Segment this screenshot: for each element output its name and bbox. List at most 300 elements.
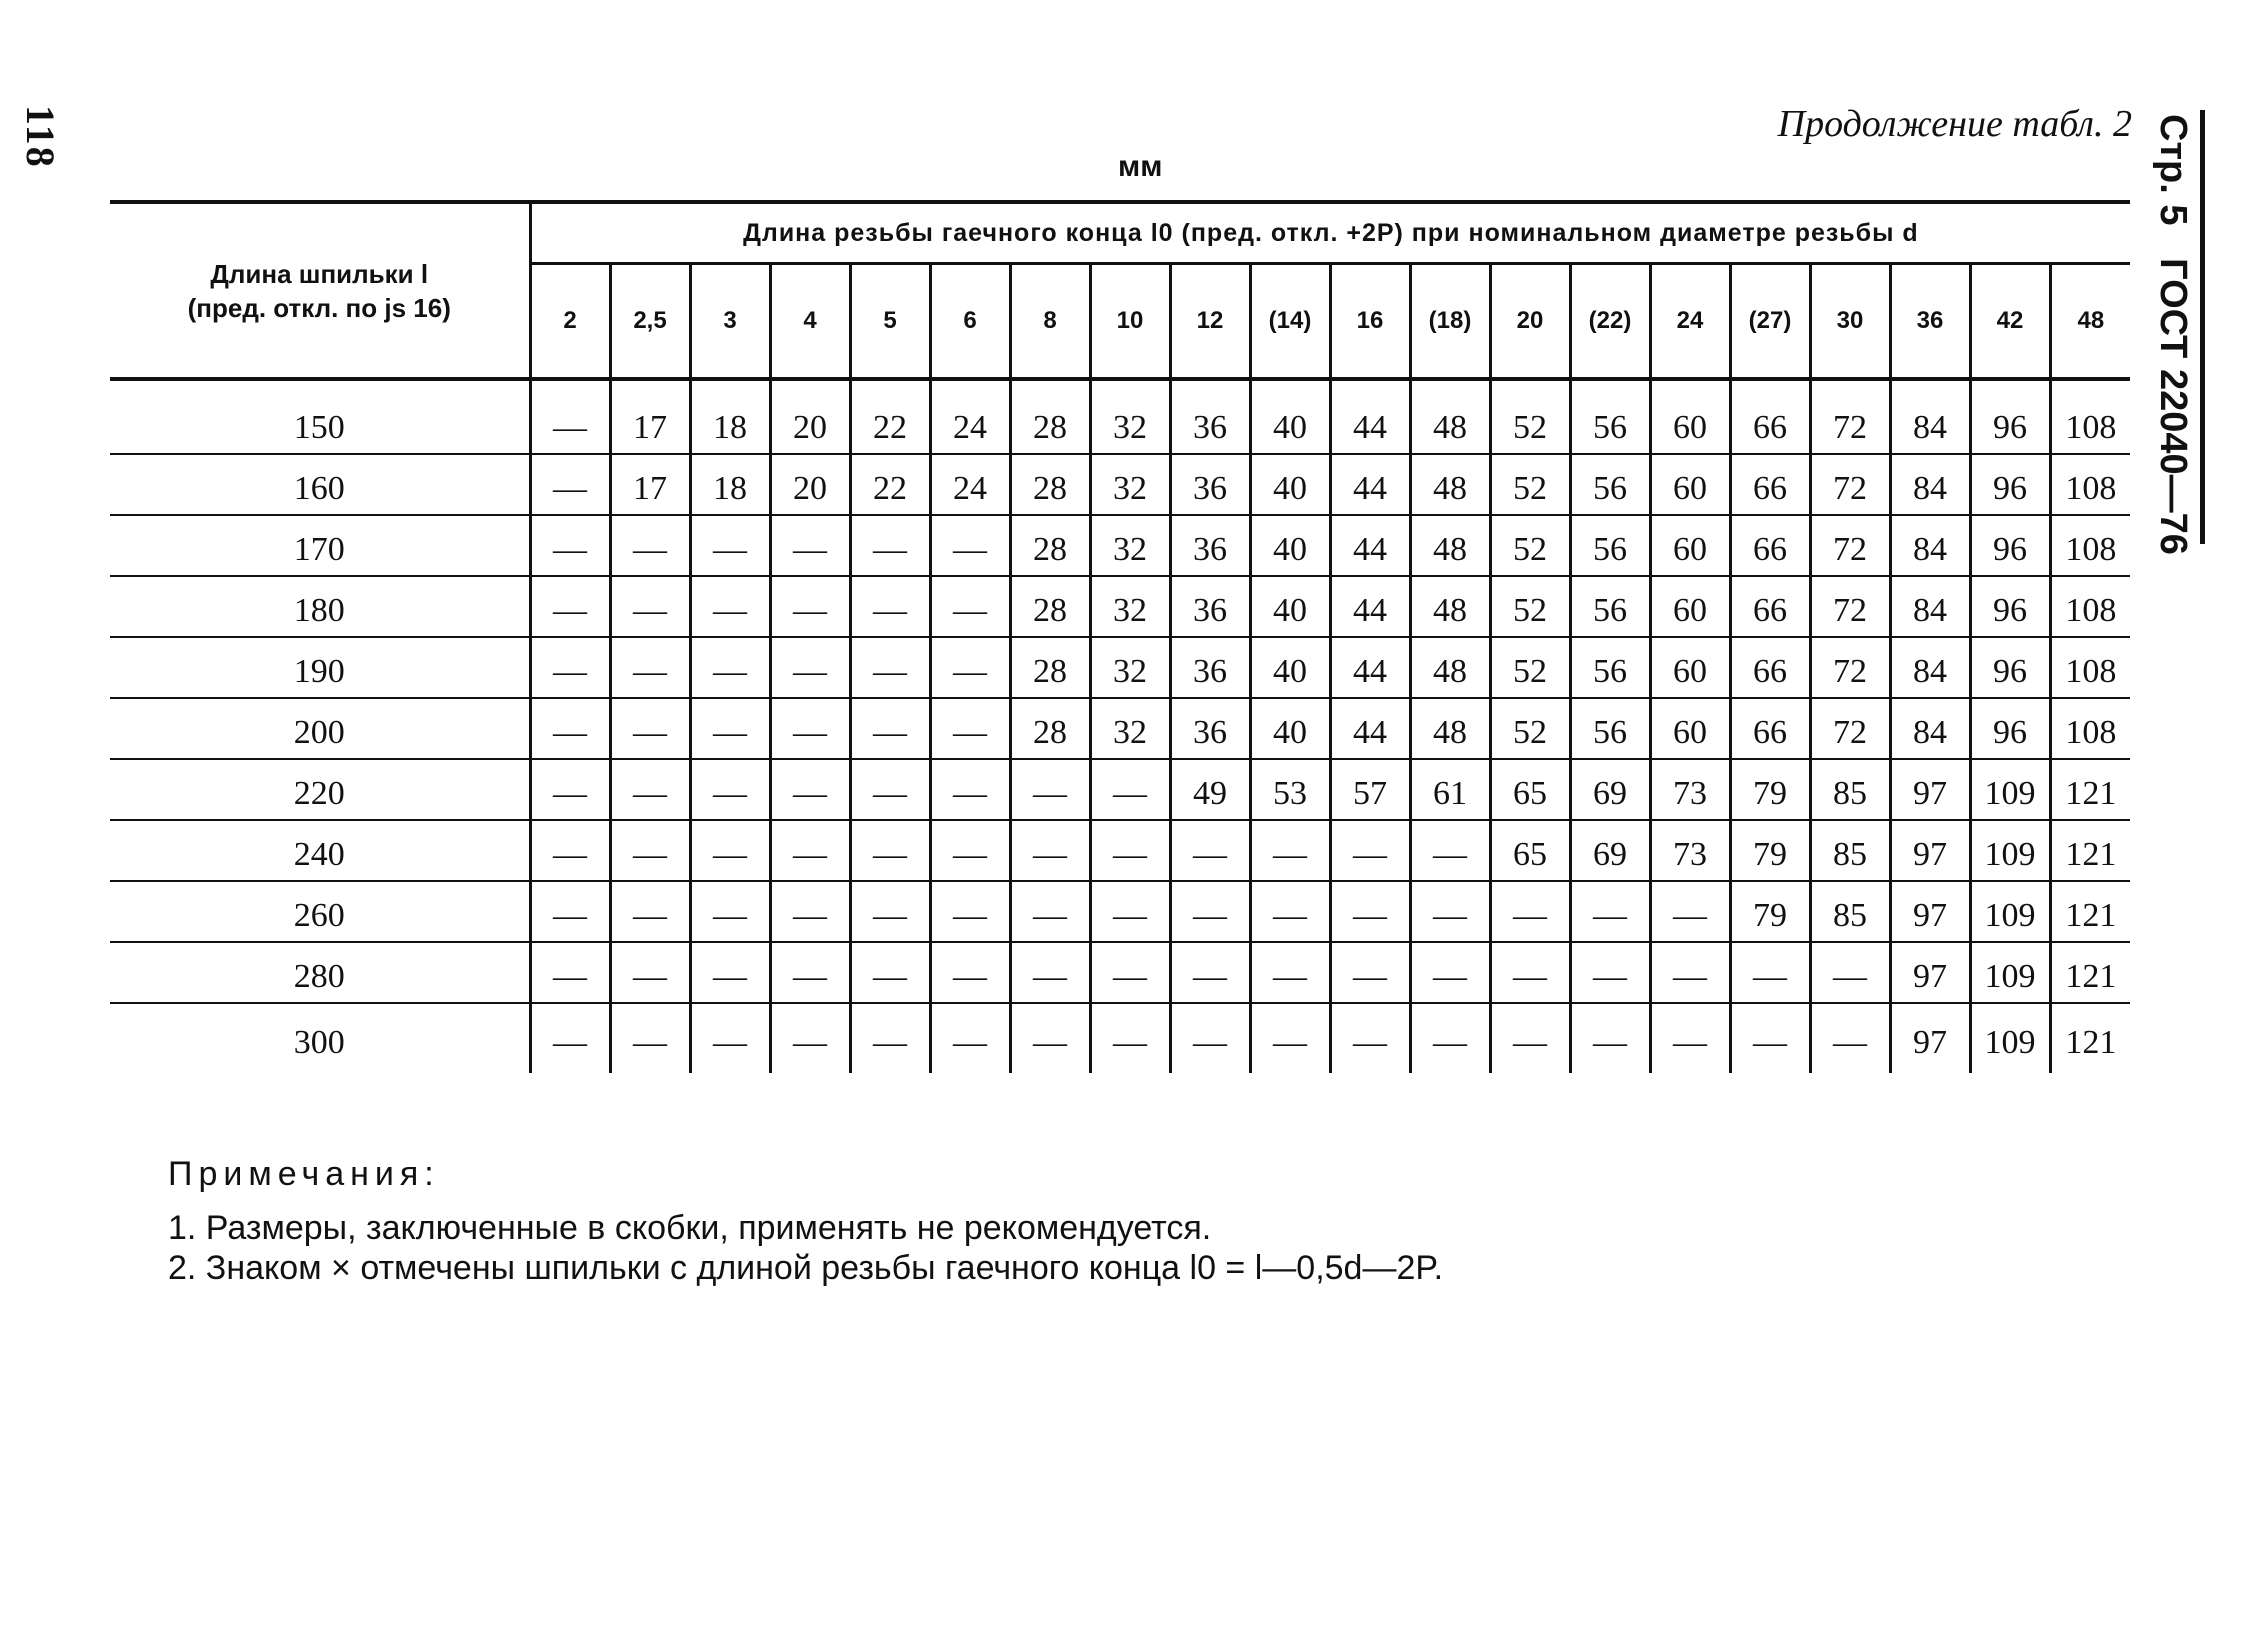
thread-length-cell: 121 — [2050, 881, 2130, 942]
thread-length-cell: — — [1330, 881, 1410, 942]
thread-length-cell: 24 — [930, 393, 1010, 454]
thread-length-cell: 44 — [1330, 454, 1410, 515]
thread-length-cell: — — [770, 759, 850, 820]
thread-length-cell: — — [690, 637, 770, 698]
thread-length-cell: — — [690, 759, 770, 820]
thread-length-cell: 97 — [1890, 820, 1970, 881]
thread-length-cell: 24 — [930, 454, 1010, 515]
thread-length-cell: — — [690, 515, 770, 576]
thread-length-cell: 56 — [1570, 515, 1650, 576]
thread-length-cell: 97 — [1890, 942, 1970, 1003]
thread-length-cell: — — [850, 515, 930, 576]
thread-length-cell: 60 — [1650, 393, 1730, 454]
units-label: мм — [1118, 150, 1163, 183]
thread-length-cell: — — [1410, 942, 1490, 1003]
thread-length-cell: — — [1010, 942, 1090, 1003]
thread-length-cell: 44 — [1330, 515, 1410, 576]
thread-length-cell: 108 — [2050, 576, 2130, 637]
stud-length-cell: 170 — [110, 515, 530, 576]
table-continuation-label: Продолжение табл. 2 — [1777, 103, 2132, 145]
thread-length-cell: — — [770, 515, 850, 576]
thread-length-cell: — — [1650, 942, 1730, 1003]
thread-length-cell: 20 — [770, 393, 850, 454]
diameter-header-cell: 4 — [770, 264, 850, 380]
thread-length-cell: — — [1010, 1003, 1090, 1073]
thread-length-cell: — — [530, 881, 610, 942]
thread-length-cell: — — [610, 515, 690, 576]
thread-length-cell: 52 — [1490, 515, 1570, 576]
spacer-cell — [1650, 379, 1730, 393]
thread-length-cell: 66 — [1730, 698, 1810, 759]
thread-length-cell: 109 — [1970, 820, 2050, 881]
thread-length-cell: — — [930, 759, 1010, 820]
diameter-header-cell: (22) — [1570, 264, 1650, 380]
stud-length-cell: 150 — [110, 393, 530, 454]
thread-length-cell: 72 — [1810, 576, 1890, 637]
thread-length-cell: 40 — [1250, 515, 1330, 576]
thread-length-cell: — — [850, 576, 930, 637]
diameter-header-cell: 12 — [1170, 264, 1250, 380]
diameter-header-cell: (14) — [1250, 264, 1330, 380]
diameter-header-cell: 30 — [1810, 264, 1890, 380]
thread-length-cell: — — [530, 820, 610, 881]
thread-length-cell: 85 — [1810, 881, 1890, 942]
spacer-cell — [850, 379, 930, 393]
thread-length-cell: 56 — [1570, 576, 1650, 637]
stud-length-cell: 280 — [110, 942, 530, 1003]
thread-length-cell: 40 — [1250, 393, 1330, 454]
thread-length-cell: — — [1010, 881, 1090, 942]
thread-length-cell: 84 — [1890, 515, 1970, 576]
thread-length-cell: — — [770, 698, 850, 759]
thread-length-cell: 48 — [1410, 698, 1490, 759]
thread-length-cell: — — [610, 942, 690, 1003]
thread-length-cell: — — [770, 576, 850, 637]
side-page-label: Стр. 5 — [2152, 114, 2194, 226]
table-row — [110, 698, 2130, 759]
thread-length-cell: — — [530, 454, 610, 515]
spacer-cell — [1890, 379, 1970, 393]
thread-length-cell: 32 — [1090, 515, 1170, 576]
thread-length-cell: 108 — [2050, 698, 2130, 759]
thread-length-cell: 72 — [1810, 393, 1890, 454]
thread-length-cell: 36 — [1170, 393, 1250, 454]
thread-length-cell: 84 — [1890, 698, 1970, 759]
table-row — [110, 515, 2130, 576]
thread-length-cell: 20 — [770, 454, 850, 515]
diameter-header-cell: 2,5 — [610, 264, 690, 380]
spacer-cell — [930, 379, 1010, 393]
thread-length-cell: 79 — [1730, 759, 1810, 820]
thread-length-cell: 44 — [1330, 576, 1410, 637]
thread-length-cell: 96 — [1970, 393, 2050, 454]
thread-length-cell: 56 — [1570, 393, 1650, 454]
thread-length-cell: — — [1410, 1003, 1490, 1073]
thread-length-cell: 84 — [1890, 454, 1970, 515]
thread-length-cell: — — [690, 1003, 770, 1073]
diameter-header-cell: 8 — [1010, 264, 1090, 380]
thread-length-cell: 84 — [1890, 393, 1970, 454]
thread-length-cell: — — [530, 393, 610, 454]
thread-length-cell: — — [1090, 820, 1170, 881]
thread-length-cell: — — [930, 942, 1010, 1003]
thread-length-cell: — — [1330, 820, 1410, 881]
thread-length-cell: — — [1730, 942, 1810, 1003]
thread-length-cell: — — [1730, 1003, 1810, 1073]
thread-length-cell: — — [1170, 1003, 1250, 1073]
spacer-cell — [770, 379, 850, 393]
thread-length-cell: — — [770, 942, 850, 1003]
thread-length-cell: — — [930, 820, 1010, 881]
spacer-cell — [530, 379, 610, 393]
spacer-cell — [1490, 379, 1570, 393]
stud-length-cell: 260 — [110, 881, 530, 942]
notes-title: Примечания: — [168, 1155, 440, 1193]
thread-length-cell: 72 — [1810, 515, 1890, 576]
thread-length-cell: — — [770, 820, 850, 881]
spacer-cell — [1010, 379, 1090, 393]
thread-length-cell: — — [1650, 1003, 1730, 1073]
table-row — [110, 759, 2130, 820]
spacer-cell — [1570, 379, 1650, 393]
thread-length-cell: 44 — [1330, 637, 1410, 698]
thread-length-cell: 109 — [1970, 881, 2050, 942]
thread-length-cell: 36 — [1170, 698, 1250, 759]
spacer-cell — [1810, 379, 1890, 393]
thread-length-cell: — — [1490, 1003, 1570, 1073]
stud-length-cell: 300 — [110, 1003, 530, 1073]
thread-length-cell: — — [1250, 1003, 1330, 1073]
thread-length-cell: 85 — [1810, 820, 1890, 881]
thread-length-cell: 97 — [1890, 881, 1970, 942]
notes — [168, 1155, 1443, 1288]
page-number: 118 — [18, 105, 63, 169]
thread-length-cell: 108 — [2050, 637, 2130, 698]
spacer-cell — [690, 379, 770, 393]
table-row — [110, 393, 2130, 454]
table-row — [110, 1003, 2130, 1073]
thread-length-cell: — — [770, 1003, 850, 1073]
thread-length-cell: 48 — [1410, 454, 1490, 515]
thread-length-cell: 65 — [1490, 759, 1570, 820]
thread-length-cell: 66 — [1730, 515, 1810, 576]
thread-length-cell: 48 — [1410, 393, 1490, 454]
thread-length-cell: — — [770, 881, 850, 942]
thread-length-cell: — — [610, 881, 690, 942]
thread-length-cell: 48 — [1410, 515, 1490, 576]
thread-length-cell: 121 — [2050, 1003, 2130, 1073]
spacer-cell — [2050, 379, 2130, 393]
thread-length-cell: 72 — [1810, 637, 1890, 698]
thread-length-cell: 44 — [1330, 698, 1410, 759]
row-header — [110, 202, 530, 379]
thread-length-cell: 96 — [1970, 515, 2050, 576]
diameter-header-cell: 36 — [1890, 264, 1970, 380]
thread-length-cell: 61 — [1410, 759, 1490, 820]
stud-length-cell: 240 — [110, 820, 530, 881]
note-2: 2. Знаком × отмечены шпильки с длиной резьбы гаечного конца l0 = l—0,5d—2P. — [168, 1249, 1444, 1287]
thread-length-cell: — — [1410, 881, 1490, 942]
thread-length-table — [110, 200, 2130, 1073]
diameter-header-cell: 20 — [1490, 264, 1570, 380]
thread-length-cell: 65 — [1490, 820, 1570, 881]
thread-length-cell: — — [610, 637, 690, 698]
thread-length-cell: 22 — [850, 454, 930, 515]
thread-length-cell: — — [1810, 942, 1890, 1003]
thread-length-cell: 57 — [1330, 759, 1410, 820]
thread-length-cell: — — [610, 759, 690, 820]
row-header-line2: (пред. откл. по js 16) — [187, 292, 451, 323]
thread-length-cell: 79 — [1730, 881, 1810, 942]
thread-length-cell: 96 — [1970, 698, 2050, 759]
thread-length-cell: 109 — [1970, 1003, 2050, 1073]
thread-length-cell: 52 — [1490, 393, 1570, 454]
thread-length-cell: 121 — [2050, 820, 2130, 881]
spacer-cell — [1090, 379, 1170, 393]
table-spacer-row — [110, 379, 2130, 393]
thread-length-cell: — — [690, 820, 770, 881]
thread-length-cell: — — [530, 759, 610, 820]
thread-length-cell: — — [1090, 942, 1170, 1003]
thread-length-cell: 121 — [2050, 759, 2130, 820]
thread-length-cell: 32 — [1090, 698, 1170, 759]
thread-length-cell: — — [1090, 759, 1170, 820]
thread-length-cell: 84 — [1890, 576, 1970, 637]
thread-length-cell: — — [850, 1003, 930, 1073]
thread-length-cell: 69 — [1570, 820, 1650, 881]
thread-length-cell: — — [610, 1003, 690, 1073]
thread-length-cell: 40 — [1250, 698, 1330, 759]
thread-length-cell: — — [1250, 881, 1330, 942]
thread-length-cell: — — [1010, 820, 1090, 881]
thread-length-cell: 36 — [1170, 515, 1250, 576]
thread-length-cell: 44 — [1330, 393, 1410, 454]
table-row — [110, 942, 2130, 1003]
thread-length-cell: 52 — [1490, 576, 1570, 637]
thread-length-cell: 66 — [1730, 576, 1810, 637]
thread-length-cell: 73 — [1650, 759, 1730, 820]
thread-length-cell: 32 — [1090, 637, 1170, 698]
diameter-header-cell: 42 — [1970, 264, 2050, 380]
thread-length-cell: 32 — [1090, 393, 1170, 454]
thread-length-cell: — — [530, 637, 610, 698]
thread-length-cell: 36 — [1170, 637, 1250, 698]
thread-length-cell: 60 — [1650, 454, 1730, 515]
thread-length-cell: — — [530, 942, 610, 1003]
thread-length-cell: 72 — [1810, 454, 1890, 515]
row-header-line1: Длина шпильки l — [210, 258, 429, 289]
thread-length-cell: — — [1170, 881, 1250, 942]
thread-length-cell: 56 — [1570, 637, 1650, 698]
thread-length-cell: 69 — [1570, 759, 1650, 820]
spacer-cell — [1170, 379, 1250, 393]
stud-length-cell: 160 — [110, 454, 530, 515]
thread-length-cell: 36 — [1170, 576, 1250, 637]
thread-length-cell: 96 — [1970, 454, 2050, 515]
thread-length-cell: — — [930, 1003, 1010, 1073]
spacer-cell — [1730, 379, 1810, 393]
thread-length-cell: — — [850, 942, 930, 1003]
thread-length-cell: 66 — [1730, 454, 1810, 515]
diameter-header-cell: 10 — [1090, 264, 1170, 380]
diameter-header-cell: 6 — [930, 264, 1010, 380]
table-row — [110, 576, 2130, 637]
table-row — [110, 454, 2130, 515]
thread-length-cell: 73 — [1650, 820, 1730, 881]
thread-length-cell: — — [610, 698, 690, 759]
thread-length-cell: 28 — [1010, 393, 1090, 454]
thread-length-cell: 60 — [1650, 515, 1730, 576]
thread-length-cell: 17 — [610, 454, 690, 515]
thread-length-cell: — — [1090, 1003, 1170, 1073]
thread-length-cell: — — [690, 576, 770, 637]
note-1: 1. Размеры, заключенные в скобки, применять не рекомендуется. — [168, 1209, 1212, 1247]
thread-length-cell: — — [530, 515, 610, 576]
thread-length-cell: — — [770, 637, 850, 698]
thread-length-cell: 53 — [1250, 759, 1330, 820]
thread-length-cell: 79 — [1730, 820, 1810, 881]
spacer-cell — [1970, 379, 2050, 393]
thread-length-cell: 108 — [2050, 393, 2130, 454]
thread-length-cell: — — [850, 881, 930, 942]
stud-length-cell: 180 — [110, 576, 530, 637]
stud-length-cell: 200 — [110, 698, 530, 759]
thread-length-cell: — — [1810, 1003, 1890, 1073]
thread-length-cell: — — [1650, 881, 1730, 942]
thread-length-cell: 18 — [690, 393, 770, 454]
thread-length-cell: 52 — [1490, 698, 1570, 759]
thread-length-cell: — — [690, 698, 770, 759]
thread-length-cell: 32 — [1090, 576, 1170, 637]
thread-length-cell: 17 — [610, 393, 690, 454]
thread-length-cell: — — [850, 637, 930, 698]
thread-length-cell: 32 — [1090, 454, 1170, 515]
thread-length-cell: — — [850, 698, 930, 759]
thread-length-cell: — — [1490, 942, 1570, 1003]
thread-length-cell: 52 — [1490, 637, 1570, 698]
thread-length-cell: — — [1170, 942, 1250, 1003]
thread-length-cell: — — [1330, 942, 1410, 1003]
thread-length-cell: 108 — [2050, 515, 2130, 576]
stud-length-cell: 190 — [110, 637, 530, 698]
thread-length-cell: 96 — [1970, 576, 2050, 637]
thread-length-cell: 28 — [1010, 515, 1090, 576]
thread-length-cell: 28 — [1010, 637, 1090, 698]
thread-length-cell: 28 — [1010, 454, 1090, 515]
diameter-header-cell: 2 — [530, 264, 610, 380]
diameter-span-header: Длина резьбы гаечного конца l0 (пред. откл. +2P) при номинальном диаметре резьбы d — [530, 202, 2130, 264]
thread-length-cell: — — [1410, 820, 1490, 881]
spacer-cell — [110, 379, 530, 393]
thread-length-cell: — — [1490, 881, 1570, 942]
thread-length-cell: 52 — [1490, 454, 1570, 515]
thread-length-cell: 60 — [1650, 698, 1730, 759]
spacer-cell — [1410, 379, 1490, 393]
thread-length-cell: 40 — [1250, 637, 1330, 698]
thread-length-cell: 66 — [1730, 637, 1810, 698]
thread-length-cell: — — [1090, 881, 1170, 942]
thread-length-cell: 60 — [1650, 576, 1730, 637]
thread-length-cell: — — [1570, 1003, 1650, 1073]
thread-length-cell: — — [690, 881, 770, 942]
thread-length-cell: 108 — [2050, 454, 2130, 515]
diameter-header-cell: 48 — [2050, 264, 2130, 380]
thread-length-cell: 48 — [1410, 637, 1490, 698]
thread-length-cell: 48 — [1410, 576, 1490, 637]
thread-length-cell: 49 — [1170, 759, 1250, 820]
spacer-cell — [1250, 379, 1330, 393]
thread-length-cell: 28 — [1010, 576, 1090, 637]
thread-length-cell: 60 — [1650, 637, 1730, 698]
thread-length-cell: — — [1250, 820, 1330, 881]
thread-length-cell: 109 — [1970, 942, 2050, 1003]
spacer-cell — [610, 379, 690, 393]
thread-length-cell: 56 — [1570, 698, 1650, 759]
thread-length-cell: 72 — [1810, 698, 1890, 759]
thread-length-cell: 66 — [1730, 393, 1810, 454]
spacer-cell — [1330, 379, 1410, 393]
thread-length-cell: 84 — [1890, 637, 1970, 698]
thread-length-cell: 97 — [1890, 1003, 1970, 1073]
thread-length-cell: 18 — [690, 454, 770, 515]
thread-length-cell: — — [930, 698, 1010, 759]
thread-length-cell: 85 — [1810, 759, 1890, 820]
thread-length-cell: — — [610, 820, 690, 881]
thread-length-cell: — — [930, 637, 1010, 698]
thread-length-cell: 56 — [1570, 454, 1650, 515]
thread-length-cell: 40 — [1250, 576, 1330, 637]
thread-length-cell: — — [1170, 820, 1250, 881]
thread-length-cell: 121 — [2050, 942, 2130, 1003]
thread-length-cell: 96 — [1970, 637, 2050, 698]
side-header — [2151, 110, 2205, 555]
thread-length-cell: 97 — [1890, 759, 1970, 820]
thread-length-cell: — — [530, 698, 610, 759]
thread-length-cell: — — [850, 759, 930, 820]
table-row — [110, 637, 2130, 698]
table-row — [110, 820, 2130, 881]
thread-length-cell: 109 — [1970, 759, 2050, 820]
thread-length-cell: 36 — [1170, 454, 1250, 515]
stud-length-cell: 220 — [110, 759, 530, 820]
thread-length-cell: — — [530, 1003, 610, 1073]
thread-length-cell: — — [1330, 1003, 1410, 1073]
thread-length-cell: 28 — [1010, 698, 1090, 759]
table-body — [110, 379, 2130, 1073]
diameter-header-cell: (27) — [1730, 264, 1810, 380]
thread-length-cell: 40 — [1250, 454, 1330, 515]
standard-designation: ГОСТ 22040—76 — [2152, 258, 2194, 555]
thread-length-cell: — — [850, 820, 930, 881]
thread-length-cell: — — [930, 881, 1010, 942]
thread-length-cell: — — [690, 942, 770, 1003]
diameter-header-cell: 5 — [850, 264, 930, 380]
diameter-header-cell: 24 — [1650, 264, 1730, 380]
thread-length-cell: — — [1570, 881, 1650, 942]
thread-length-cell: — — [530, 576, 610, 637]
thread-length-cell: — — [930, 576, 1010, 637]
thread-length-cell: — — [1250, 942, 1330, 1003]
diameter-header-cell: 3 — [690, 264, 770, 380]
thread-length-cell: — — [930, 515, 1010, 576]
thread-length-cell: — — [610, 576, 690, 637]
diameter-header-cell: (18) — [1410, 264, 1490, 380]
thread-length-cell: — — [1010, 759, 1090, 820]
diameter-header-cell: 16 — [1330, 264, 1410, 380]
thread-length-cell: — — [1570, 942, 1650, 1003]
thread-length-cell: 22 — [850, 393, 930, 454]
table-row — [110, 881, 2130, 942]
